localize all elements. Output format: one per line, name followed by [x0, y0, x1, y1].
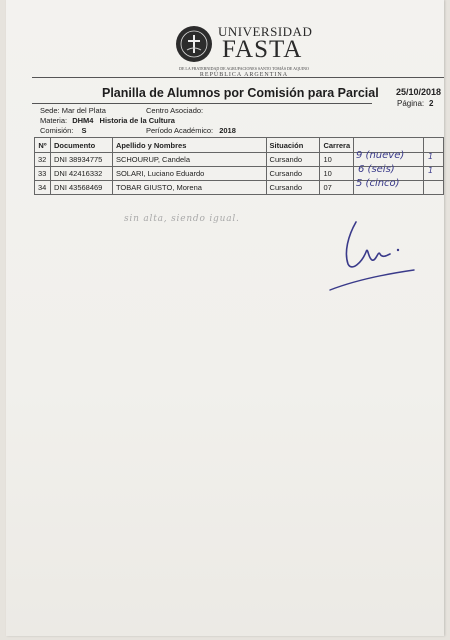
- university-subline: DE LA FRATERNIDAD DE AGRUPACIONES SANTO TOMÁS DE AQUINO: [179, 66, 309, 71]
- col-header-situacion: Situación: [266, 138, 320, 153]
- cell-extra: [424, 181, 444, 195]
- cell-documento: DNI 43568469: [50, 181, 112, 195]
- cell-carrera: 10: [320, 153, 354, 167]
- comision-row: [40, 126, 86, 135]
- materia-code: DHM4: [72, 116, 94, 125]
- periodo-row: [146, 126, 236, 135]
- page-number: 2: [429, 99, 434, 108]
- materia-label: Materia:: [40, 116, 68, 125]
- col-header-nombre: Apellido y Nombres: [112, 138, 266, 153]
- cell-extra: [424, 153, 444, 167]
- col-header-documento: Documento: [50, 138, 112, 153]
- handwritten-grade: 9 (nueve): [356, 150, 405, 161]
- university-brand: FASTA: [222, 36, 303, 63]
- cell-n: 32: [35, 153, 51, 167]
- cell-situacion: Cursando: [266, 153, 320, 167]
- sede-value: Mar del Plata: [61, 106, 106, 115]
- page-label: Página:: [397, 99, 425, 108]
- handwritten-mark: 1: [428, 166, 434, 175]
- university-seal-icon: [176, 26, 212, 62]
- sede-label: Sede:: [40, 106, 60, 115]
- page-title: Planilla de Alumnos por Comisión para Parcial: [102, 86, 379, 100]
- cell-carrera: 10: [320, 167, 354, 181]
- university-name: UNIVERSIDAD: [218, 24, 313, 39]
- university-country: REPÚBLICA ARGENTINA: [199, 72, 289, 78]
- cell-extra: [424, 167, 444, 181]
- periodo-label: Período Académico:: [146, 126, 214, 135]
- comision-label: Comisión:: [40, 126, 74, 135]
- cell-nombre: SOLARI, Luciano Eduardo: [112, 167, 266, 181]
- materia-name: Historia de la Cultura: [99, 116, 175, 125]
- comision-value: S: [81, 126, 87, 135]
- handwritten-grade: 6 (seis): [358, 164, 395, 175]
- cell-n: 33: [35, 167, 51, 181]
- handwritten-mark: 1: [428, 152, 434, 161]
- handwritten-grade: 5 (cinco): [356, 178, 400, 189]
- cell-documento: DNI 42416332: [50, 167, 112, 181]
- cell-carrera: 07: [320, 181, 354, 195]
- cell-situacion: Cursando: [266, 167, 320, 181]
- pencil-annotation: sin alta, siendo igual.: [124, 214, 240, 224]
- cell-n: 34: [35, 181, 51, 195]
- cell-documento: DNI 38934775: [50, 153, 112, 167]
- materia-row: [40, 116, 175, 125]
- cell-nombre: TOBAR GIUSTO, Morena: [112, 181, 266, 195]
- title-underline: [32, 103, 372, 104]
- document-date: 25/10/2018: [396, 87, 442, 97]
- centro-label: Centro Asociado:: [146, 106, 204, 115]
- periodo-value: 2018: [219, 126, 236, 135]
- university-logo: [174, 22, 313, 80]
- signature: [326, 218, 416, 298]
- col-header-carrera: Carrera: [320, 138, 354, 153]
- header-rule-top: [32, 77, 444, 78]
- cell-situacion: Cursando: [266, 181, 320, 195]
- col-header-n: Nº: [35, 138, 51, 153]
- sede-row: [40, 106, 106, 115]
- document-page: [6, 0, 444, 636]
- cell-nombre: SCHOURUP, Candela: [112, 153, 266, 167]
- col-header-extra: [424, 138, 444, 153]
